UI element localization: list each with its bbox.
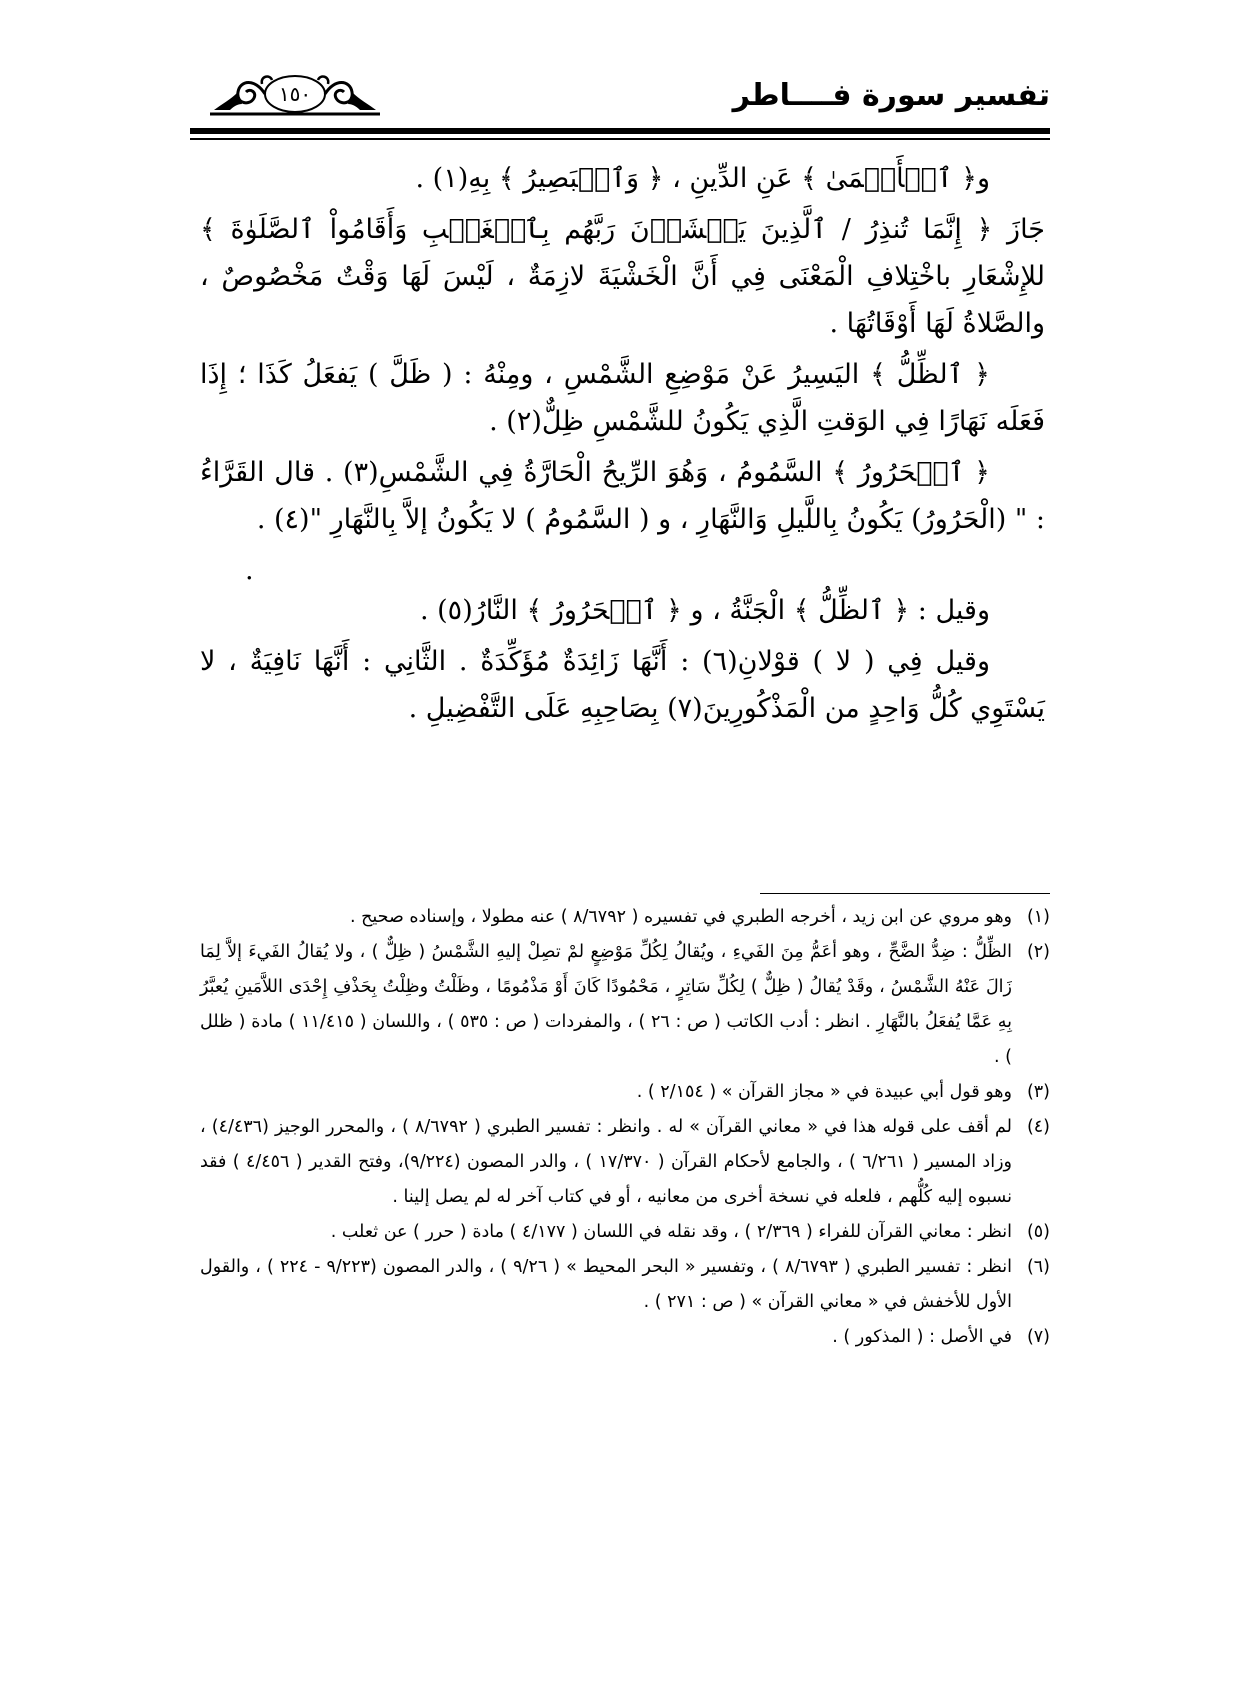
page-header xyxy=(190,70,1050,130)
footnote xyxy=(200,1320,1050,1355)
paragraph: و﴿ ٱلۡأَعۡمَىٰ ﴾ عَنِ الدِّينِ ، ﴿ وَٱلۡبَصِيرُ ﴾ بِهِ(١) . xyxy=(415,163,990,194)
footnote-number: (٥) xyxy=(1026,1222,1050,1242)
paragraph: ﴿ ٱلۡحَرُورُ ﴾ السَّمُومُ ، وَهُوَ الرِّيحُ الْحَارَّةُ فِي الشَّمْسِ(٣) . قال القَرَّاءُ : " (الْحَرُورُ) يَكُونُ بِاللَّيلِ وَالنَّهَارِ ، و ( السَّمُومُ ) لا يَكُونُ إلاَّ بِالنَّهَارِ "(٤) . xyxy=(200,457,1045,535)
stray-dot: . xyxy=(245,555,254,586)
paragraph: جَازَ ﴿ إِنَّمَا تُنذِرُ / ٱلَّذِينَ يَخۡشَوۡنَ رَبَّهُم بِٱلۡغَيۡبِ وَأَقَامُواْ ٱلصَّلَوٰةَ ﴾ للإِشْعَارِ باخْتِلافِ الْمَعْنَى فِي أَنَّ الْخَشْيَةَ لازِمَةٌ ، لَيْسَ لَهَا وَقْتٌ مَخْصُوصٌ ، والصَّلاةُ لَهَا أَوْقَاتُهَا . xyxy=(200,214,1045,339)
paragraph: وقيل فِي ( لا ) قوْلانِ(٦) : أَنَّهَا زَائِدَةٌ مُؤَكِّدَةٌ . الثَّانِي : أَنَّهَا نَافِيَةٌ ، لا يَسْتَوِي كُلُّ وَاحِدٍ من الْمَذْكُورِينَ(٧) بِصَاحِبِهِ عَلَى التَّفْضِيلِ . xyxy=(200,646,1045,724)
footnote-text: انظر : معاني القرآن للفراء ( ٢/٣٦٩ ) ، وقد نقله في اللسان ( ٤/١٧٧ ) مادة ( حرر ) عن ثعلب . xyxy=(330,1222,1012,1242)
footnote xyxy=(200,1110,1050,1215)
running-title: تفسير سورة فــــاطر xyxy=(732,78,1050,113)
footnote-number: (٣) xyxy=(1026,1082,1050,1102)
header-rule-thick xyxy=(190,128,1050,134)
footnote xyxy=(200,1215,1050,1250)
footnote-number: (١) xyxy=(1026,907,1050,927)
header-rule-thin xyxy=(190,138,1050,140)
paragraph: ﴿ ٱلظِّلُّ ﴾ اليَسِيرُ عَنْ مَوْضِعِ الشَّمْسِ ، ومِنْهُ : ( ظَلَّ ) يَفعَلُ كَذَا ؛ إِذَا فَعَلَه نَهَارًا فِي الوَقتِ الَّذِي يَكُونُ للشَّمْسِ ظِلٌّ(٢) . xyxy=(200,359,1045,437)
footnote xyxy=(200,1075,1050,1110)
footnote-text: وهو مروي عن ابن زيد ، أخرجه الطبري في تفسيره ( ٨/٦٧٩٢ ) عنه مطولا ، وإسناده صحيح . xyxy=(349,907,1012,927)
footnotes xyxy=(200,900,1050,1355)
footnote-text: وهو قول أبي عبيدة في « مجاز القرآن » ( ٢/١٥٤ ) . xyxy=(636,1082,1012,1102)
footnote-number: (٤) xyxy=(1026,1117,1050,1137)
footnote-number: (٧) xyxy=(1026,1327,1050,1347)
paragraph: وقيل : ﴿ ٱلظِّلُّ ﴾ الْجَنَّةُ ، و ﴿ ٱلۡحَرُورُ ﴾ النَّارُ(٥) . xyxy=(419,595,990,626)
footnote xyxy=(200,1250,1050,1320)
footnote-text: في الأصل : ( المذكور ) . xyxy=(832,1327,1012,1347)
footnote xyxy=(200,900,1050,935)
footnote-text: لم أقف على قوله هذا في « معاني القرآن » له . وانظر : تفسير الطبري ( ٨/٦٧٩٢ ) ، والمحرر الوجيز (٤/٤٣٦) ، وزاد المسير ( ٦/٢٦١ ) ، والجامع لأحكام القرآن ( ١٧/٣٧٠ ) ، والدر المصون (٩/٢٢٤)، وفتح القدير ( ٤/٤٥٦ ) فقد نسبوه إليه كُلُّهم ، فلعله في نسخة أخرى من معانيه ، أو في كتاب آخر له لم يصل إلينا . xyxy=(200,1117,1012,1207)
footnote xyxy=(200,935,1050,1075)
main-text xyxy=(200,155,1045,736)
footnote-number: (٢) xyxy=(1026,942,1050,962)
footnote-number: (٦) xyxy=(1026,1257,1050,1277)
footnote-text: الظِّلُّ : ضِدُّ الضَّحِّ ، وهو أعَمُّ مِنَ الفَيءِ ، ويُقالُ لِكُلِّ مَوْضِعٍ لمْ تصِلْ إليهِ الشَّمْسُ ( ظِلٌّ ) ، ولا يُقالُ الفَيءَ إلاَّ لِمَا زَالَ عَنْهُ الشَّمْسُ ، وقَدْ يُقالُ ( ظِلٌّ ) لِكُلِّ سَاتِرٍ ، مَحْمُودًا كَانَ أَوْ مَذْمُومًا ، وظَلْتُ وظِلْتُ بِحَذْفِ إِحْدَى اللاَّمَينِ يُعبَّرُ بِهِ عَمَّا يُفعَلُ بالنَّهَارِ . انظر : أدب الكاتب ( ص : ٢٦ ) ، والمفردات ( ص : ٥٣٥ ) ، واللسان ( ١١/٤١٥ ) مادة ( ظلل ) . xyxy=(200,942,1012,1067)
footnote-text: انظر : تفسير الطبري ( ٨/٦٧٩٣ ) ، وتفسير « البحر المحيط » ( ٩/٢٦ ) ، والدر المصون (٩/٢٢٣ - ٢٢٤ ) ، والقول الأول للأخفش في « معاني القرآن » ( ص : ٢٧١ ) . xyxy=(200,1257,1013,1312)
page-number-ornament xyxy=(210,70,380,122)
footnote-separator xyxy=(760,893,1050,894)
page-number: ١٥٠ xyxy=(278,82,312,106)
